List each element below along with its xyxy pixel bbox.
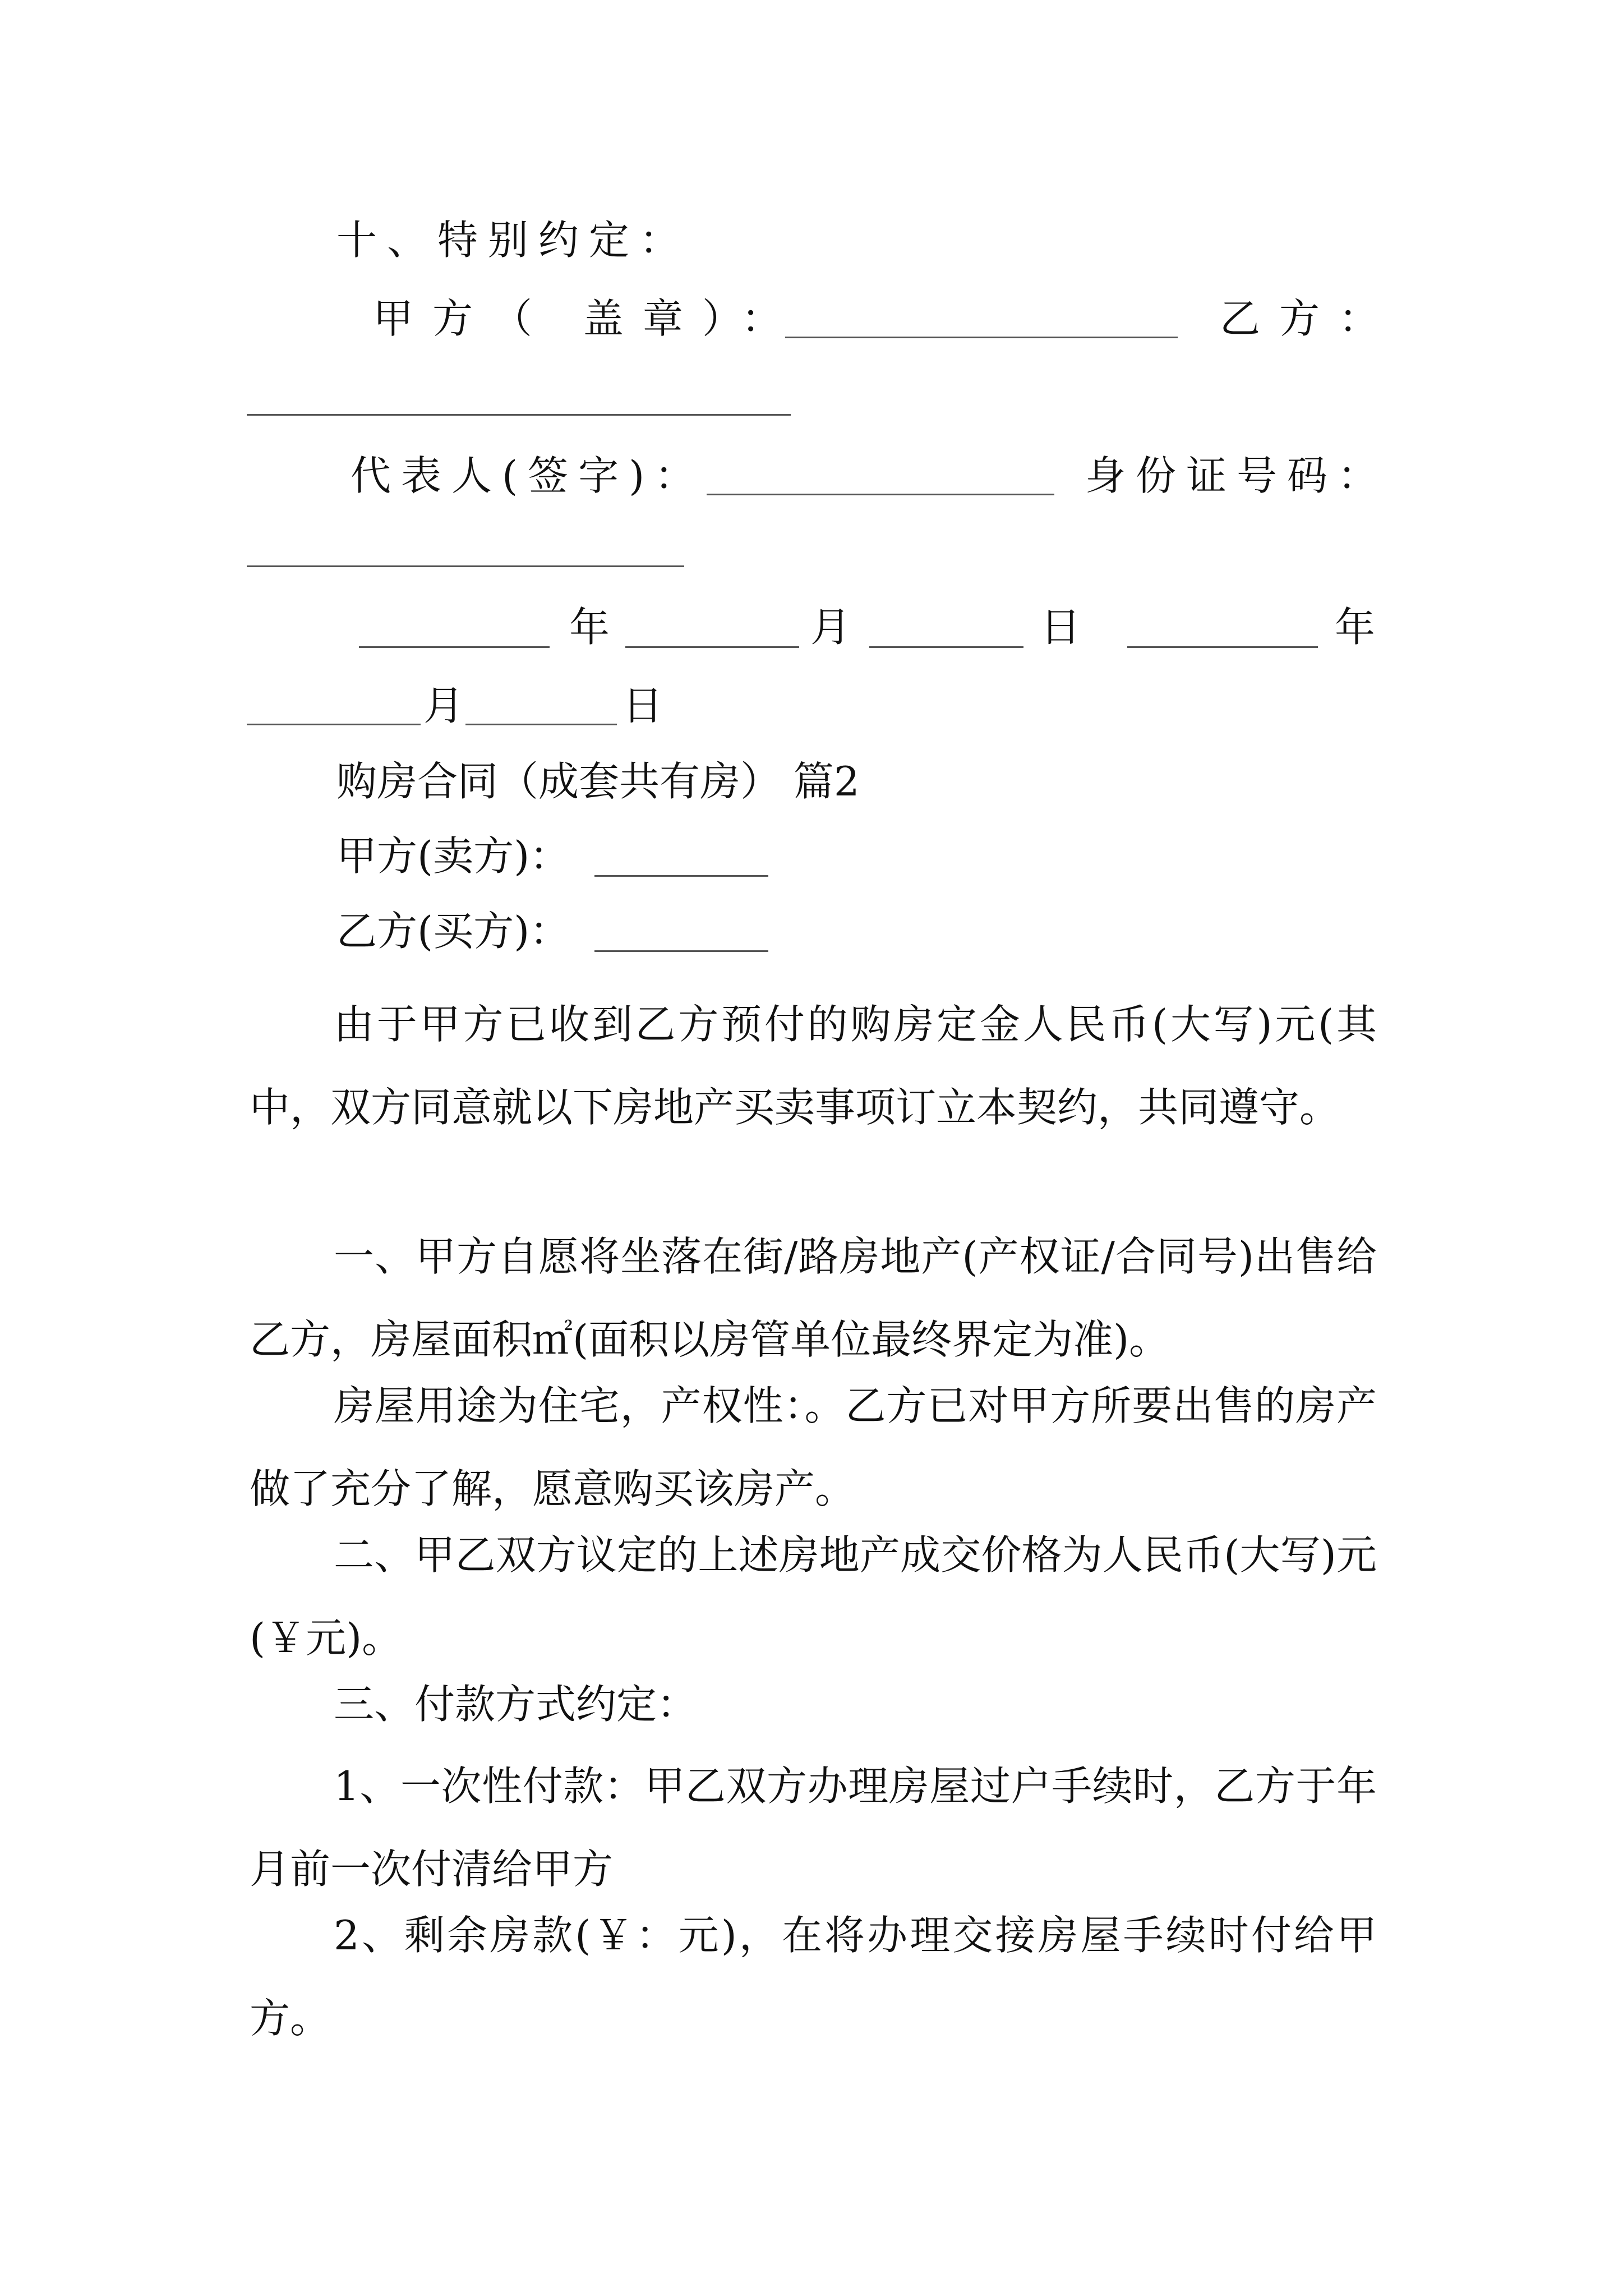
intro-paragraph: 由于甲方已收到乙方预付的购房定金人民币(大写)元(其中，双方同意就以下房地产买卖事项订立本契约，共同遵守。: [250, 1001, 1377, 1131]
buyer-label: 乙方(买方)：: [336, 908, 570, 955]
date-a-year-blank: [359, 646, 550, 648]
contract-title: 购房合同（成套共有房） 篇2: [336, 758, 860, 805]
seller-blank: [594, 875, 768, 877]
date-a-month-blank: [625, 646, 799, 648]
party-a-seal-blank: [785, 337, 1178, 338]
payment-1: 1、一次性付款：甲乙双方办理房屋过户手续时，乙方于年月前一次付清给甲方: [250, 1763, 1377, 1893]
clause-1-use: 房屋用途为住宅，产权性：。乙方已对甲方所要出售的房产做了充分了解，愿意购买该房产。: [250, 1382, 1377, 1512]
date-a-month-label: 月: [810, 604, 851, 651]
payment-2: 2、剩余房款(￥：元)，在将办理交接房屋手续时付给甲方。: [250, 1912, 1377, 2042]
party-a-seal-label: 甲方（ 盖章）：: [373, 295, 801, 342]
date-a-day-label: 日: [1040, 604, 1081, 651]
id-number-blank: [247, 565, 684, 567]
date-b-day-label: 日: [623, 682, 663, 729]
representative-blank: [707, 494, 1054, 495]
date-b-month-label: 月: [423, 682, 464, 729]
party-b-label: 乙方：: [1220, 295, 1399, 342]
representative-label: 代表人(签字)：: [351, 452, 706, 499]
date-b-year-label: 年: [1335, 604, 1376, 651]
party-b-blank: [247, 414, 791, 416]
date-b-day-blank: [465, 724, 617, 725]
section-heading: 十、特别约定：: [336, 217, 690, 264]
seller-label: 甲方(卖方)：: [336, 832, 570, 880]
date-a-year-label: 年: [569, 604, 610, 651]
clause-2: 二、甲乙双方议定的上述房地产成交价格为人民币(大写)元(￥元)。: [250, 1531, 1377, 1662]
date-b-month-blank: [247, 724, 421, 725]
buyer-blank: [594, 950, 768, 952]
id-number-label: 身份证号码：: [1085, 452, 1389, 499]
date-a-day-blank: [869, 646, 1023, 648]
date-b-year-blank: [1127, 646, 1318, 648]
clause-1: 一、甲方自愿将坐落在街/路房地产(产权证/合同号)出售给乙方，房屋面积㎡(面积以房管单位最终界定为准)。: [250, 1233, 1377, 1363]
clause-3-heading: 三、付款方式约定：: [334, 1681, 698, 1728]
